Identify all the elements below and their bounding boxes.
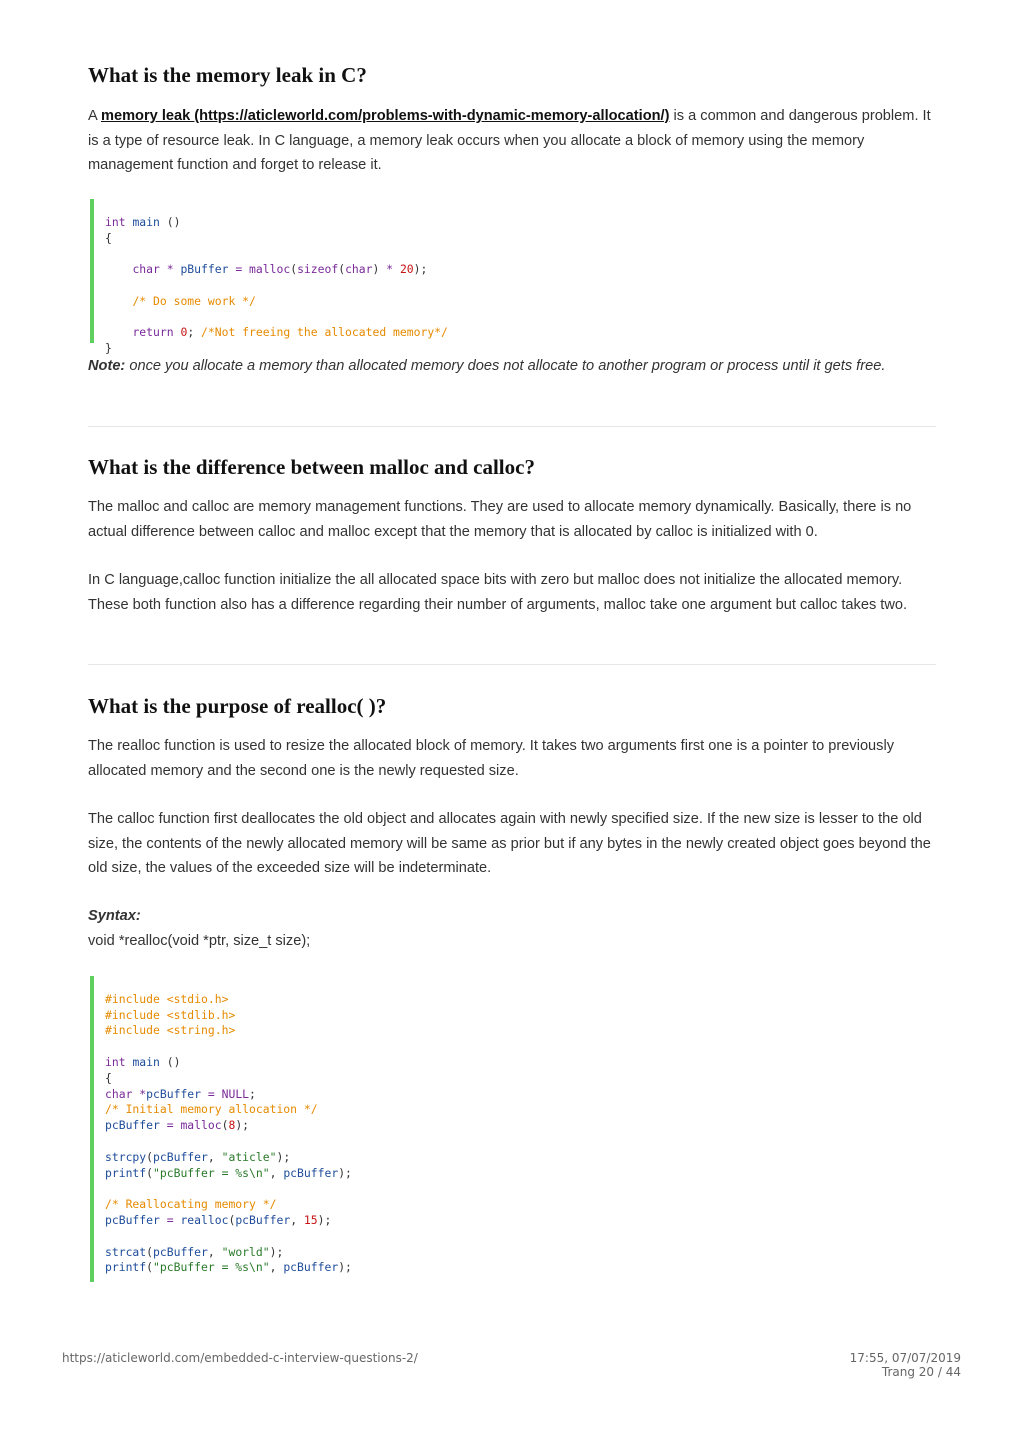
footer-url: https://aticleworld.com/embedded-c-interview-questions-2/ bbox=[62, 1351, 418, 1365]
section-divider bbox=[88, 664, 936, 665]
footer-meta bbox=[850, 1351, 961, 1379]
heading-memory-leak: What is the memory leak in C? bbox=[88, 63, 367, 87]
memory-leak-link[interactable]: memory leak (https://aticleworld.com/problems-with-dynamic-memory-allocation/) bbox=[100, 108, 670, 124]
malloc-calloc-paragraph-1: The malloc and calloc are memory management functions. They are used to allocate memory dynamically. Basically, there is no actual difference between calloc and malloc except that the memory that is allocated by calloc is initialized with 0. bbox=[88, 499, 912, 540]
footer-datetime: 17:55, 07/07/2019 bbox=[849, 1351, 961, 1365]
code-block-memory-leak: int main () { char * pBuffer = malloc(sizeof(char) * 20); /* Do some work */ return 0; /*Not freeing the allocated memory*/ } bbox=[90, 199, 448, 343]
note-paragraph: Note: once you allocate a memory than allocated memory does not allocate to another program or process until it gets free. bbox=[88, 358, 886, 374]
footer-page-number: Trang 20 / 44 bbox=[881, 1365, 961, 1379]
syntax-paragraph: Syntax: void *realloc(void *ptr, size_t size); bbox=[88, 908, 311, 949]
realloc-paragraph-1: The realloc function is used to resize the allocated block of memory. It takes two arguments first one is a pointer to previously allocated memory and the second one is the newly requested size. bbox=[88, 738, 895, 779]
memory-leak-paragraph: A memory leak (https://aticleworld.com/problems-with-dynamic-memory-allocation/) is a common and dangerous problem. It is a type of resource leak. In C language, a memory leak occurs when you allocate a block of memory using the memory management function and forget to release it. bbox=[88, 108, 931, 173]
heading-malloc-calloc: What is the difference between malloc and calloc? bbox=[88, 455, 535, 479]
code-block-realloc: #include <stdio.h> #include <stdlib.h> #include <string.h> int main () { char *pcBuffer = NULL; /* Initial memory allocation */ pcBuffer = malloc(8); strcpy(pcBuffer, "aticle"); printf("pcBuffer = %s\n", pcBuffer); /* Reallocating memory */ pcBuffer = realloc(pcBuffer, 15); strcat(pcBuffer, "world"); printf("pcBuffer = %s\n", pcBuffer); bbox=[90, 976, 352, 1282]
malloc-calloc-paragraph-2: In C language,calloc function initialize the all allocated space bits with zero but malloc does not initialize the allocated memory. These both function also has a difference regarding their number of arguments, malloc take one argument but calloc takes two. bbox=[88, 572, 908, 613]
realloc-paragraph-2: The calloc function first deallocates the old object and allocates again with newly specified size. If the new size is lesser to the old size, the contents of the newly allocated memory will be same as prior but if any bytes in the newly created object goes beyond the old size, the values of the exceeded size will be indeterminate. bbox=[88, 811, 931, 876]
heading-realloc: What is the purpose of realloc( )? bbox=[88, 694, 387, 718]
section-divider bbox=[88, 426, 936, 427]
